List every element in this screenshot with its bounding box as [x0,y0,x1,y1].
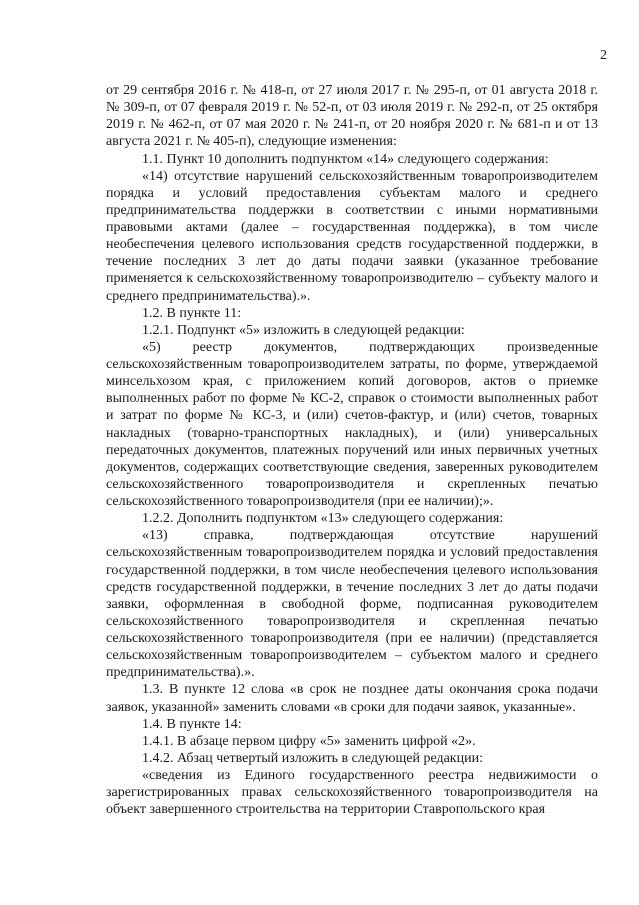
paragraph-8: 1.3. В пункте 12 слова «в срок не позднее даты окончания срока подачи заявок, указанной» заменить словами «в сроки для подачи заявок, указанные». [106,682,598,715]
paragraph-3: 1.2. В пункте 11: [142,305,242,321]
paragraph-10: 1.4.1. В абзаце первом цифру «5» заменить цифрой «2». [142,733,476,749]
document-body [106,82,598,818]
paragraph-9: 1.4. В пункте 14: [142,716,242,732]
page-number: 2 [600,48,607,63]
paragraph-4: 1.2.1. Подпункт «5» изложить в следующей редакции: [142,322,465,338]
paragraph-11: 1.4.2. Абзац четвертый изложить в следующей редакции: [142,750,483,766]
paragraph-0: от 29 сентября 2016 г. № 418-п, от 27 июля 2017 г. № 295-п, от 01 августа 2018 г. № 309-п, от 07 февраля 2019 г. № 52-п, от 03 июля 2019 г. № 292-п, от 25 октября 2019 г. № 462-п, от 07 мая 2020 г. № 241-п, от 20 ноября 2020 г. № 681-п и от 13 августа 2021 г. № 405-п), следующие изменения: [106,83,598,150]
paragraph-2: «14) отсутствие нарушений сельскохозяйственным товаропроизводителем порядка и условий предоставления субъектам малого и среднего предпринимательства поддержки в соответствии с иными нормативными правовыми актами (далее – государственная поддержка), в том числе необеспечения целевого использования средств государственной поддержки, в течение последних 3 лет до даты подачи заявки (указанное требование применяется к сельскохозяйственному товаропроизводителю – субъекту малого и среднего предпринимательства).». [106,168,598,304]
paragraph-5: «5) реестр документов, подтверждающих произведенные сельскохозяйственным товаропроизводителем затраты, по форме, утверждаемой минсельхозом края, с приложением копий договоров, актов о приемке выполненных работ по форме № КС-2, справок о стоимости выполненных работ и затрат по форме № КС-3, и (или) счетов-фактур, и (или) счетов, товарных накладных (товарно-транспортных накладных), и (или) универсальных передаточных документов, платежных поручений или иных первичных учетных документов, содержащих соответствующие сведения, заверенных руководителем сельскохозяйственного товаропроизводителя и скрепленных печатью сельскохозяйственного товаропроизводителя (при ее наличии);». [106,339,598,509]
paragraph-7: «13) справка, подтверждающая отсутствие нарушений сельскохозяйственным товаропроизводителем порядка и условий предоставления государственной поддержки, в том числе необеспечения целевого использования средств государственной поддержки, в течение последних 3 лет до даты подачи заявки, оформленная в свободной форме, подписанная руководителем сельскохозяйственного товаропроизводителя и скрепленная печатью сельскохозяйственного товаропроизводителя (при ее наличии) (представляется сельскохозяйственным товаропроизводителем – субъектом малого и среднего предпринимательства).». [106,528,598,681]
paragraph-1: 1.1. Пункт 10 дополнить подпунктом «14» следующего содержания: [142,151,549,167]
paragraph-6: 1.2.2. Дополнить подпунктом «13» следующего содержания: [142,511,504,527]
paragraph-12: «сведения из Единого государственного реестра недвижимости о зарегистрированных правах сельскохозяйственного товаропроизводителя на объект завершенного строительства на территории Ставропольского края [106,768,598,818]
